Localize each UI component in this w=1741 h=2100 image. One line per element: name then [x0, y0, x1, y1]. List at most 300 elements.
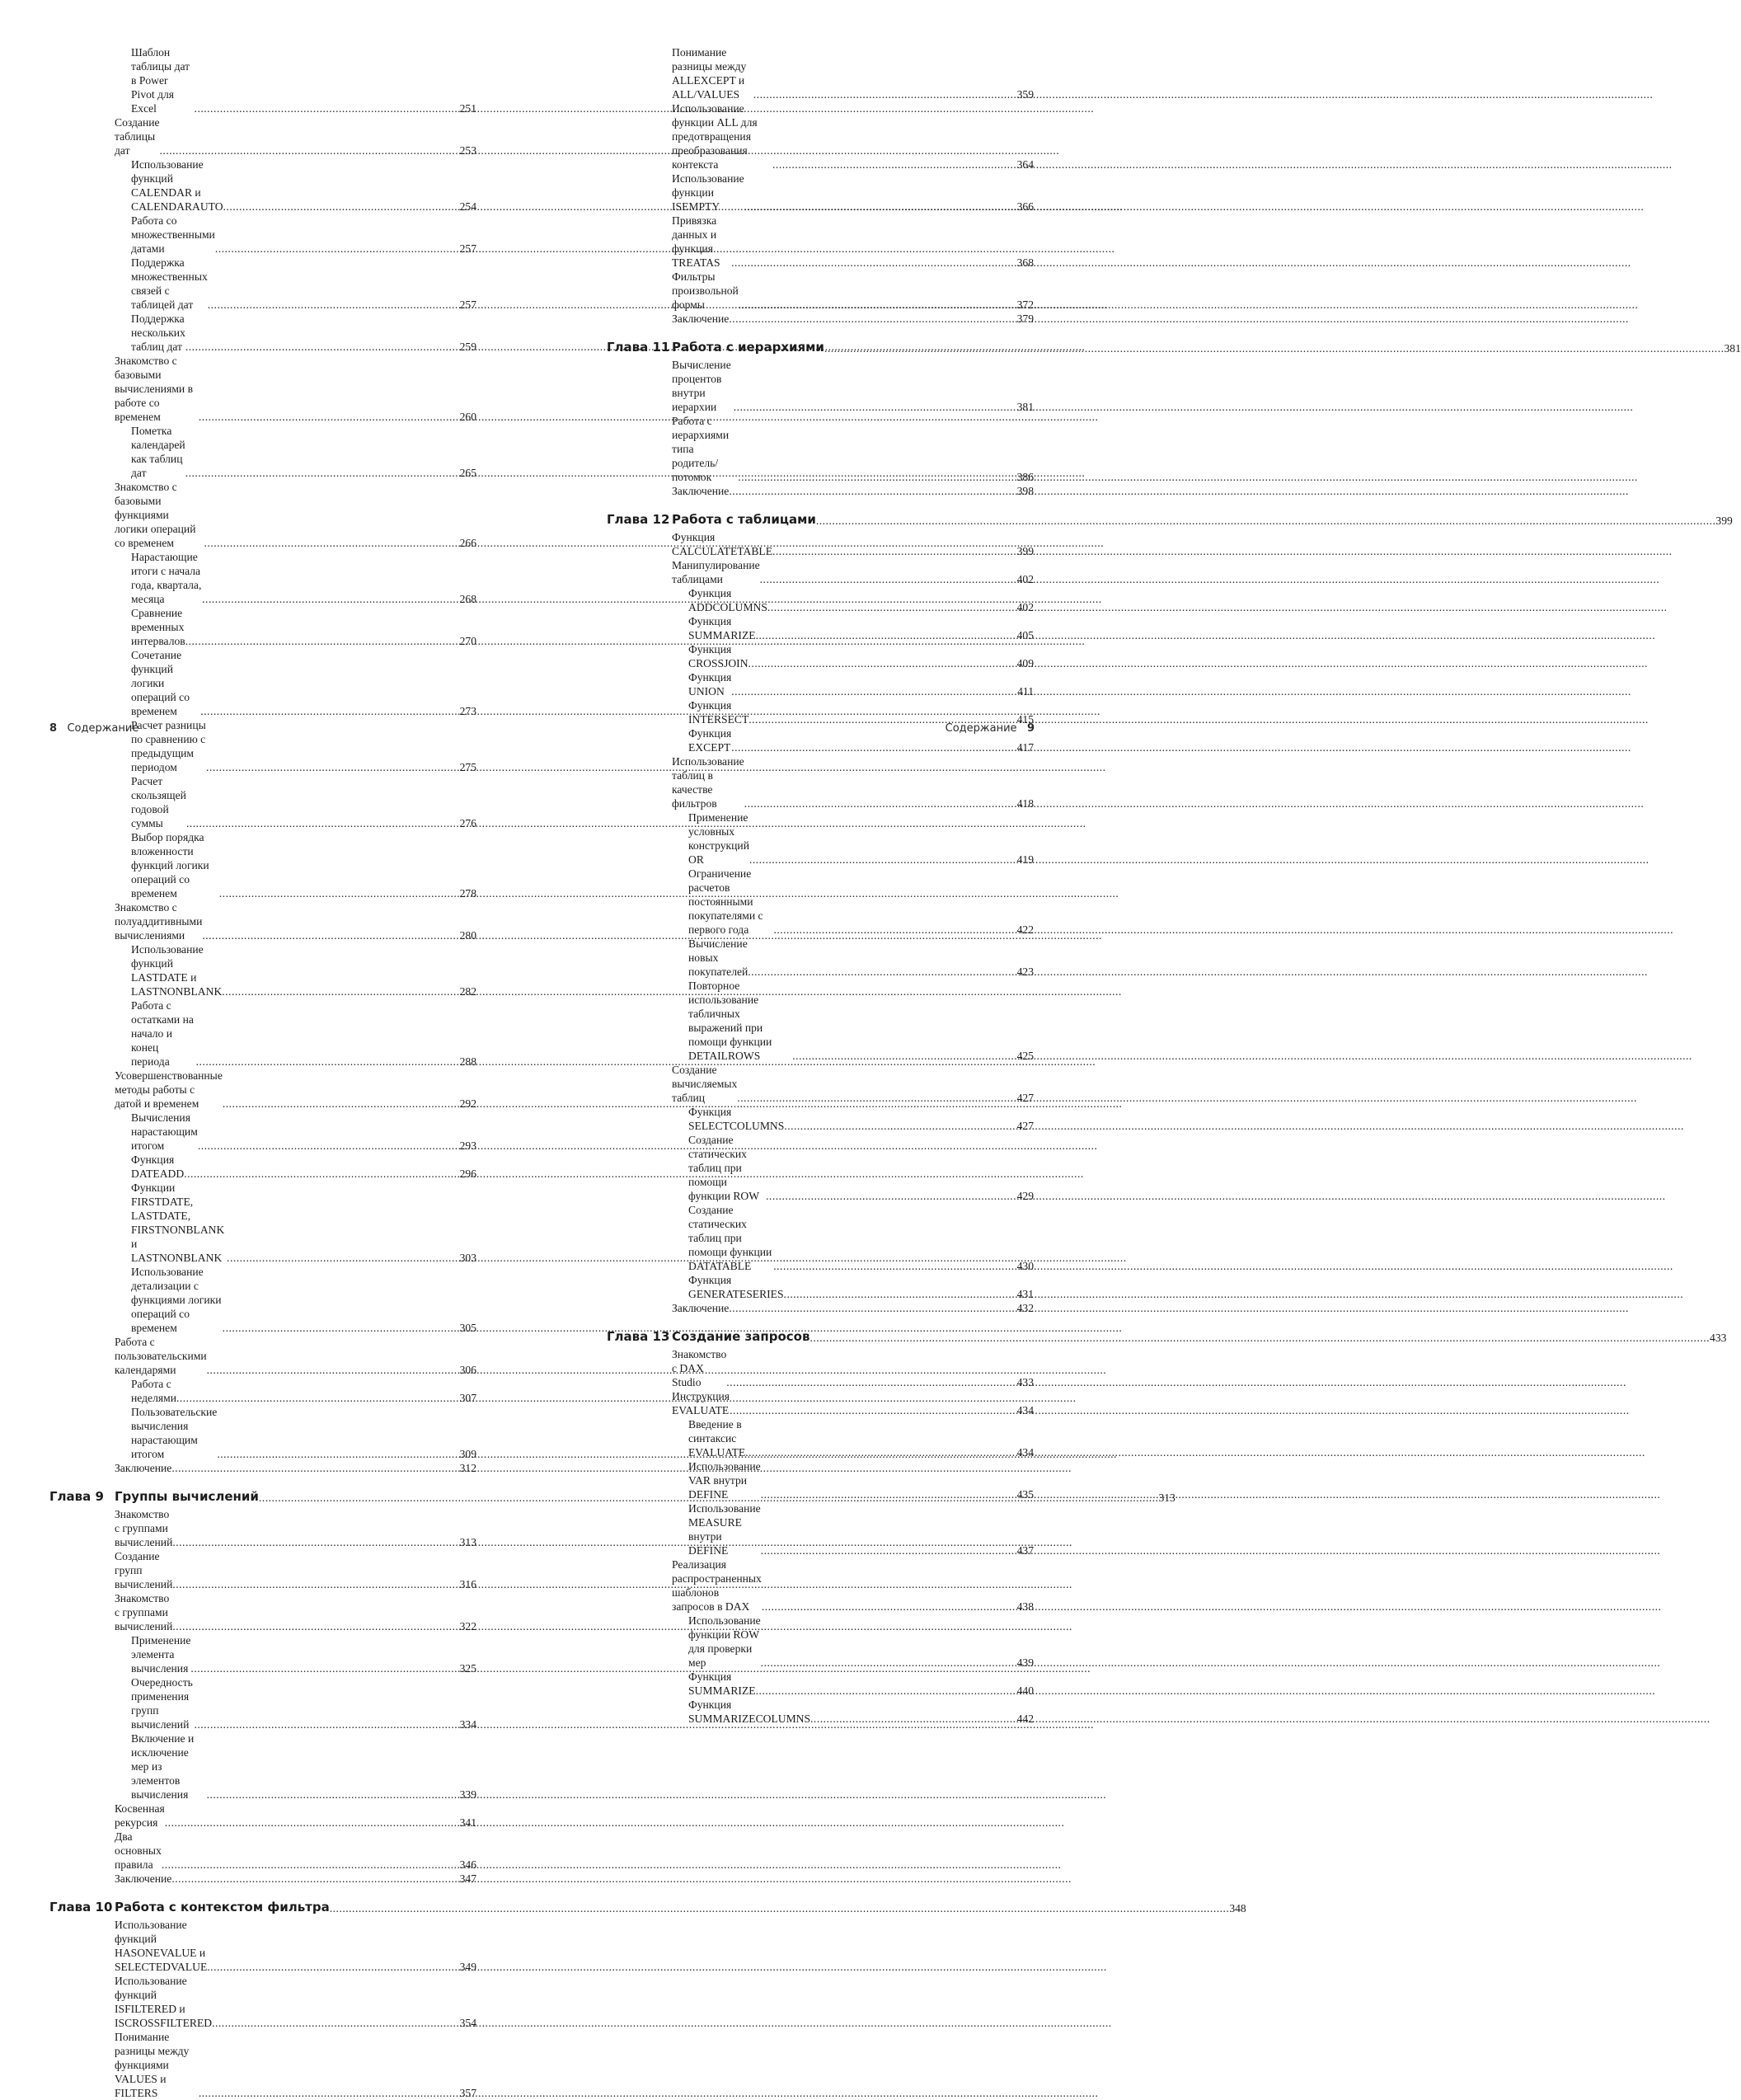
toc-entry: [49, 312, 476, 354]
toc-entry: [607, 810, 1034, 867]
toc-entry-title: Применение условных конструкций OR: [688, 811, 749, 866]
toc-block-chapter-10: [49, 1918, 476, 2100]
dot-leader: [206, 760, 460, 774]
toc-entry-page: 372: [1016, 298, 1034, 311]
toc-entry-page: 260: [459, 411, 476, 423]
dot-leader: [744, 200, 1017, 214]
toc-entry-title: Создание статических таблиц при помощи функции ROW: [688, 1134, 760, 1202]
toc-entry: [49, 354, 476, 424]
toc-entry-page: 405: [1016, 629, 1034, 641]
toc-entry: [49, 942, 476, 998]
toc-entry-title: Вычисление процентов внутри иерархии: [672, 359, 731, 413]
toc-entry: [607, 867, 1034, 937]
toc-entry: [49, 256, 476, 312]
toc-entry-page: 268: [459, 593, 476, 605]
dot-leader: [330, 1901, 1230, 1915]
toc-entry-page: 312: [459, 1462, 476, 1474]
dot-leader: [204, 536, 460, 550]
dot-leader: [756, 1684, 1017, 1698]
toc-block-continuation: [607, 45, 1034, 326]
toc-entry: [607, 1670, 1034, 1698]
toc-entry-title: Работа с иерархиями типа родитель/потомок: [672, 415, 730, 483]
chapter-title: Работа с контекстом фильтра: [115, 1900, 330, 1914]
toc-entry-page: 415: [1016, 713, 1034, 726]
toc-entry: [607, 270, 1034, 312]
toc-entry: [49, 157, 476, 214]
toc-entry: [607, 586, 1034, 614]
dot-leader: [172, 1577, 459, 1591]
footer-right: [946, 722, 1035, 735]
chapter-13-heading: [607, 1328, 1727, 1345]
toc-entry: [49, 1802, 476, 1830]
dot-leader: [217, 1447, 459, 1461]
toc-entry-page: 435: [1016, 1488, 1034, 1501]
dot-leader: [731, 684, 1017, 698]
dot-leader: [744, 796, 1017, 810]
toc-entry-page: 402: [1016, 601, 1034, 613]
toc-entry-page: 427: [1016, 1120, 1034, 1132]
toc-entry-title: Шаблон таблицы дат в Power Pivot для Excel: [131, 46, 190, 115]
toc-entry-page: 411: [1017, 685, 1034, 698]
dot-leader: [202, 592, 459, 606]
toc-entry-title: Знакомство с группами вычислений: [115, 1508, 173, 1548]
toc-entry-page: 257: [459, 242, 476, 255]
toc-entry-title: Использование функций CALENDAR и CALENDARAUTO: [131, 158, 223, 213]
toc-entry-title: Реализация распространенных шаблонов запросов в DAX: [672, 1558, 762, 1613]
toc-entry-title: Функция INTERSECT: [688, 699, 749, 726]
dot-leader: [734, 400, 1017, 414]
chapter-number: Глава 12: [607, 512, 670, 527]
toc-entry: [49, 1181, 476, 1265]
dot-leader: [215, 242, 460, 256]
chapter-page: 433: [1710, 1332, 1727, 1344]
chapter-number: Глава 13: [607, 1329, 670, 1344]
chapter-page: 381: [1724, 342, 1741, 355]
toc-entry: [607, 1614, 1034, 1670]
toc-entry-page: 303: [459, 1252, 476, 1264]
toc-entry-page: 282: [459, 985, 476, 998]
toc-entry-page: 386: [1016, 471, 1034, 483]
toc-entry-page: 425: [1016, 1050, 1034, 1062]
dot-leader: [773, 923, 1016, 937]
dot-leader: [212, 2016, 460, 2030]
dot-leader: [202, 928, 459, 942]
toc-entry-page: 359: [1016, 88, 1034, 101]
toc-entry-title: Функции FIRSTDATE, LASTDATE, FIRSTNONBLANK и LASTNONBLANK: [131, 1182, 225, 1264]
toc-entry-title: Работа со множественными датами: [131, 214, 215, 255]
toc-entry-page: 307: [459, 1392, 476, 1404]
toc-entry-title: Функция SUMMARIZECOLUMNS: [688, 1698, 811, 1725]
toc-entry-title: Использование таблиц в качестве фильтров: [672, 755, 744, 810]
toc-entry: [49, 1069, 476, 1111]
dot-leader: [824, 341, 1725, 355]
dot-leader: [171, 1461, 459, 1475]
toc-block-chapter-13: [607, 1347, 1034, 1726]
toc-entry: [607, 171, 1034, 214]
toc-entry-title: Знакомство с группами вычислений: [115, 1592, 173, 1633]
toc-entry-title: Создание таблицы дат: [115, 116, 160, 157]
toc-entry-title: Работа с неделями: [131, 1378, 176, 1404]
toc-entry-page: 354: [459, 2017, 476, 2029]
toc-entry-page: 437: [1016, 1544, 1034, 1557]
toc-entry: [49, 1507, 476, 1549]
toc-entry: [607, 312, 1034, 326]
dot-leader: [753, 87, 1017, 101]
toc-entry-page: 418: [1016, 797, 1034, 810]
toc-entry: [607, 1203, 1034, 1273]
dot-leader: [172, 1619, 459, 1633]
toc-entry: [49, 1265, 476, 1335]
toc-entry-page: 364: [1016, 158, 1034, 171]
dot-leader: [761, 1487, 1017, 1501]
toc-entry-title: Манипулирование таблицами: [672, 559, 760, 585]
toc-entry-title: Создание вычисляемых таблиц: [672, 1064, 738, 1104]
toc-entry: [49, 1549, 476, 1591]
dot-leader: [748, 656, 1017, 670]
toc-entry: [607, 214, 1034, 270]
toc-entry-title: Расчет разницы по сравнению с предыдущим периодом: [131, 719, 206, 773]
toc-entry-page: 368: [1016, 256, 1034, 269]
toc-entry-title: Вычисление новых покупателей: [688, 937, 748, 978]
toc-entry: [607, 1417, 1034, 1459]
toc-entry-title: Расчет скользящей годовой суммы: [131, 775, 186, 829]
toc-entry: [49, 424, 476, 480]
toc-entry-title: Работа с пользовательскими календарями: [115, 1336, 207, 1376]
toc-entry-page: 257: [459, 298, 476, 311]
toc-entry-title: Косвенная рекурсия: [115, 1802, 165, 1829]
chapter-11-heading: [607, 339, 1741, 355]
toc-entry-title: Выбор порядка вложенности функций логики операций со временем: [131, 831, 209, 900]
dot-leader: [745, 1445, 1016, 1459]
toc-entry: [49, 1974, 476, 2030]
toc-entry-title: Создание групп вычислений: [115, 1550, 173, 1590]
dot-leader: [223, 200, 460, 214]
toc-entry-page: 379: [1016, 312, 1034, 325]
toc-block-chapter-11: [607, 358, 1034, 498]
toc-entry-title: Заключение: [115, 1872, 172, 1885]
toc-entry: [607, 1133, 1034, 1203]
toc-entry-title: Функция EXCEPT: [688, 727, 732, 754]
toc-entry-title: Повторное использование табличных выражений при помощи функции DETAILROWS: [688, 980, 772, 1062]
toc-entry-title: Использование функции ISEMPTY: [672, 172, 744, 213]
dot-leader: [766, 1189, 1017, 1203]
toc-entry-page: 381: [1016, 401, 1034, 413]
toc-entry-title: Усовершенствованные методы работы с датой и временем: [115, 1069, 223, 1110]
toc-entry-title: Знакомство с базовыми вычислениями в работе со временем: [115, 355, 194, 423]
toc-entry: [49, 1335, 476, 1377]
dot-leader: [165, 1816, 460, 1830]
toc-entry-page: 288: [459, 1055, 476, 1068]
toc-block-chapter-9: [49, 1507, 476, 1886]
toc-entry: [49, 1633, 476, 1675]
toc-entry-title: Функция GENERATESERIES: [688, 1274, 784, 1300]
toc-entry-page: 339: [459, 1788, 476, 1801]
toc-entry: [607, 1389, 1034, 1417]
toc-entry-page: 432: [1016, 1302, 1034, 1314]
chapter-title: Создание запросов: [672, 1329, 810, 1344]
toc-block-chapter-12: [607, 530, 1034, 1315]
dot-leader: [185, 466, 460, 480]
toc-entry-page: 423: [1016, 965, 1034, 978]
toc-entry: [607, 358, 1034, 414]
chapter-page: 313: [1158, 1492, 1176, 1504]
toc-entry-page: 273: [459, 705, 476, 717]
toc-entry: [607, 1063, 1034, 1105]
toc-entry-page: 253: [459, 144, 476, 157]
chapter-number: Глава 10: [49, 1900, 113, 1914]
toc-entry-title: Знакомство с DAX Studio: [672, 1348, 727, 1388]
toc-entry: [49, 1461, 476, 1475]
chapter-title: Группы вычислений: [115, 1489, 259, 1504]
toc-entry-title: Сравнение временных интервалов: [131, 607, 185, 647]
dot-leader: [171, 1872, 459, 1886]
toc-entry: [49, 1918, 476, 1974]
toc-entry-title: Знакомство с базовыми функциями логики операций со временем: [115, 481, 196, 549]
toc-entry: [49, 45, 476, 115]
footer-left: [49, 722, 138, 735]
toc-block-continuation: [49, 45, 476, 1475]
toc-entry-title: Заключение: [672, 485, 730, 497]
toc-entry-page: 433: [1016, 1376, 1034, 1388]
dot-leader: [207, 1788, 460, 1802]
dot-leader: [749, 853, 1017, 867]
toc-entry: [607, 1557, 1034, 1614]
toc-entry-page: 316: [459, 1578, 476, 1590]
toc-entry-title: Использование функции ALL для предотвращения преобразования контекста: [672, 102, 758, 171]
toc-entry-title: Понимание разницы между функциями VALUES и FILTERS: [115, 2031, 190, 2099]
dot-leader: [730, 1403, 1017, 1417]
dot-leader: [223, 1321, 460, 1335]
toc-entry-title: Использование функции ROW для проверки мер: [688, 1614, 761, 1669]
dot-leader: [195, 101, 460, 115]
toc-entry-page: 278: [459, 887, 476, 900]
toc-entry-page: 322: [459, 1620, 476, 1633]
toc-entry-page: 296: [459, 1167, 476, 1180]
toc-entry-page: 398: [1016, 485, 1034, 497]
toc-entry-title: Сочетание функций логики операций со временем: [131, 649, 190, 717]
toc-entry-title: Понимание разницы между ALLEXCEPT и ALL/VALUES: [672, 46, 747, 101]
toc-entry: [607, 558, 1034, 586]
dot-leader: [756, 628, 1017, 642]
dot-leader: [738, 470, 1016, 484]
dot-leader: [784, 1119, 1016, 1133]
toc-entry: [607, 1105, 1034, 1133]
toc-entry: [49, 1111, 476, 1153]
toc-entry: [49, 1591, 476, 1633]
toc-entry-page: 313: [459, 1536, 476, 1548]
toc-entry: [49, 900, 476, 942]
toc-entry-title: Пользовательские вычисления нарастающим итогом: [131, 1406, 218, 1460]
dot-leader: [729, 1301, 1016, 1315]
toc-entry: [49, 606, 476, 648]
dot-leader: [816, 514, 1716, 528]
toc-entry-page: 402: [1016, 573, 1034, 585]
toc-entry-page: 266: [459, 537, 476, 549]
dot-leader: [160, 143, 460, 157]
toc-entry: [49, 1872, 476, 1886]
dot-leader: [731, 740, 1016, 754]
toc-entry: [607, 1347, 1034, 1389]
dot-leader: [162, 1858, 460, 1872]
dot-leader: [737, 1091, 1016, 1105]
toc-entry-title: Привязка данных и функция TREATAS: [672, 214, 720, 269]
dot-leader: [762, 1600, 1017, 1614]
dot-leader: [208, 298, 460, 312]
toc-entry-title: Пометка календарей как таблиц дат: [131, 425, 185, 479]
toc-entry: [607, 1501, 1034, 1557]
dot-leader: [198, 1139, 460, 1153]
toc-entry-title: Заключение: [672, 312, 730, 325]
toc-entry-title: Функция UNION: [688, 671, 732, 698]
toc-entry-page: 341: [459, 1816, 476, 1829]
toc-entry: [49, 214, 476, 256]
toc-entry-title: Фильтры произвольной формы: [672, 270, 739, 311]
dot-leader: [731, 256, 1017, 270]
toc-entry-page: 430: [1016, 1260, 1034, 1272]
toc-entry: [607, 1698, 1034, 1726]
chapter-page: 348: [1229, 1902, 1246, 1914]
toc-entry-page: 276: [459, 817, 476, 829]
toc-entry-title: Включение и исключение мер из элементов вычисления: [131, 1732, 195, 1801]
dot-leader: [809, 1331, 1710, 1345]
dot-leader: [219, 886, 460, 900]
toc-entry-title: Использование VAR внутри DEFINE: [688, 1460, 761, 1501]
toc-entry: [49, 648, 476, 718]
toc-entry: [49, 1153, 476, 1181]
toc-entry-title: Поддержка множественных связей с таблицей дат: [131, 256, 208, 311]
chapter-title: Работа с таблицами: [672, 512, 816, 527]
toc-entry-page: 357: [459, 2087, 476, 2099]
toc-entry-title: Функция DATEADD: [131, 1153, 185, 1180]
toc-entry-page: 417: [1016, 741, 1034, 754]
dot-leader: [739, 298, 1017, 312]
toc-entry-title: Вычисления нарастающим итогом: [131, 1111, 198, 1152]
toc-entry: [49, 1377, 476, 1405]
toc-entry-page: 347: [459, 1872, 476, 1885]
toc-entry-page: 429: [1016, 1190, 1034, 1202]
toc-entry: [607, 101, 1034, 171]
toc-entry-title: Инструкция EVALUATE: [672, 1390, 730, 1416]
dot-leader: [792, 1049, 1016, 1063]
toc-entry: [607, 1301, 1034, 1315]
toc-entry-page: 275: [459, 761, 476, 773]
toc-entry-page: 305: [459, 1322, 476, 1334]
dot-leader: [185, 340, 460, 354]
dot-leader: [223, 1097, 460, 1111]
dot-leader: [222, 984, 459, 998]
toc-entry-page: 438: [1016, 1600, 1034, 1613]
toc-entry: [607, 979, 1034, 1063]
dot-leader: [729, 312, 1016, 326]
toc-entry: [607, 530, 1034, 558]
toc-entry: [607, 670, 1034, 698]
dot-leader: [199, 2086, 460, 2100]
dot-leader: [773, 1259, 1016, 1273]
toc-entry-page: 434: [1016, 1404, 1034, 1416]
toc-entry: [607, 1459, 1034, 1501]
dot-leader: [207, 1363, 460, 1377]
dot-leader: [726, 1375, 1016, 1389]
toc-entry: [49, 1830, 476, 1872]
dot-leader: [194, 1717, 459, 1731]
dot-leader: [199, 410, 460, 424]
toc-entry-page: 270: [459, 635, 476, 647]
toc-entry-title: Создание статических таблиц при помощи функции DATATABLE: [688, 1204, 772, 1272]
toc-entry-page: 259: [459, 341, 476, 353]
chapter-title: Работа с иерархиями: [672, 340, 824, 355]
toc-entry-title: Функция CROSSJOIN: [688, 643, 748, 669]
toc-entry-page: 427: [1016, 1092, 1034, 1104]
toc-entry-page: 292: [459, 1097, 476, 1110]
toc-entry: [607, 45, 1034, 101]
toc-entry: [49, 1405, 476, 1461]
dot-leader: [200, 704, 459, 718]
toc-entry-title: Использование функций HASONEVALUE и SELECTEDVALUE: [115, 1919, 208, 1973]
dot-leader: [176, 1391, 460, 1405]
toc-entry-title: Работа с остатками на начало и конец периода: [131, 999, 194, 1068]
toc-entry-title: Заключение: [672, 1302, 730, 1314]
toc-entry-title: Функция SUMMARIZE: [688, 1670, 756, 1697]
dot-leader: [227, 1251, 460, 1265]
toc-entry: [49, 550, 476, 606]
page-number: 9: [1026, 722, 1035, 735]
toc-entry-title: Введение в синтаксис EVALUATE: [688, 1418, 746, 1459]
running-title: Содержание: [67, 722, 139, 735]
chapter-number: Глава 11: [607, 340, 670, 355]
toc-entry-title: Заключение: [115, 1462, 172, 1474]
toc-entry-page: 265: [459, 467, 476, 479]
toc-entry-title: Нарастающие итоги с начала года, квартала, месяца: [131, 551, 202, 605]
dot-leader: [784, 1287, 1017, 1301]
dot-leader: [185, 634, 460, 648]
toc-entry-title: Использование функций ISFILTERED и ISCROSSFILTERED: [115, 1975, 213, 2029]
dot-leader: [748, 965, 1016, 979]
toc-entry-page: 280: [459, 929, 476, 942]
chapter-10-heading: [49, 1899, 1246, 1915]
toc-entry-title: Применение элемента вычисления: [131, 1634, 191, 1675]
toc-entry-page: 439: [1016, 1656, 1034, 1669]
toc-entry: [49, 2030, 476, 2100]
toc-entry-page: 440: [1016, 1684, 1034, 1697]
toc-entry: [49, 1731, 476, 1802]
toc-entry-title: Использование MEASURE внутри DEFINE: [688, 1502, 761, 1557]
toc-entry: [607, 614, 1034, 642]
dot-leader: [729, 484, 1016, 498]
toc-entry: [607, 1273, 1034, 1301]
toc-entry-title: Очередность применения групп вычислений: [131, 1676, 193, 1731]
toc-entry: [49, 480, 476, 550]
dot-leader: [186, 816, 460, 830]
toc-entry-title: Два основных правила: [115, 1830, 162, 1871]
toc-entry-page: 254: [459, 200, 476, 213]
toc-entry: [49, 998, 476, 1069]
chapter-12-heading: [607, 511, 1733, 528]
toc-entry-page: 366: [1016, 200, 1034, 213]
toc-entry: [607, 642, 1034, 670]
toc-entry-page: 431: [1016, 1288, 1034, 1300]
toc-entry-page: 349: [459, 1961, 476, 1973]
toc-entry-title: Функция CALCULATETABLE: [672, 531, 772, 557]
toc-entry: [607, 937, 1034, 979]
dot-leader: [190, 1661, 459, 1675]
running-title: Содержание: [945, 722, 1017, 735]
page-number: 8: [49, 722, 58, 735]
dot-leader: [184, 1167, 459, 1181]
toc-entry-title: Ограничение расчетов постоянными покупателями с первого года: [688, 867, 763, 936]
toc-entry: [49, 115, 476, 157]
dot-leader: [207, 1960, 459, 1974]
toc-entry-page: 409: [1016, 657, 1034, 669]
